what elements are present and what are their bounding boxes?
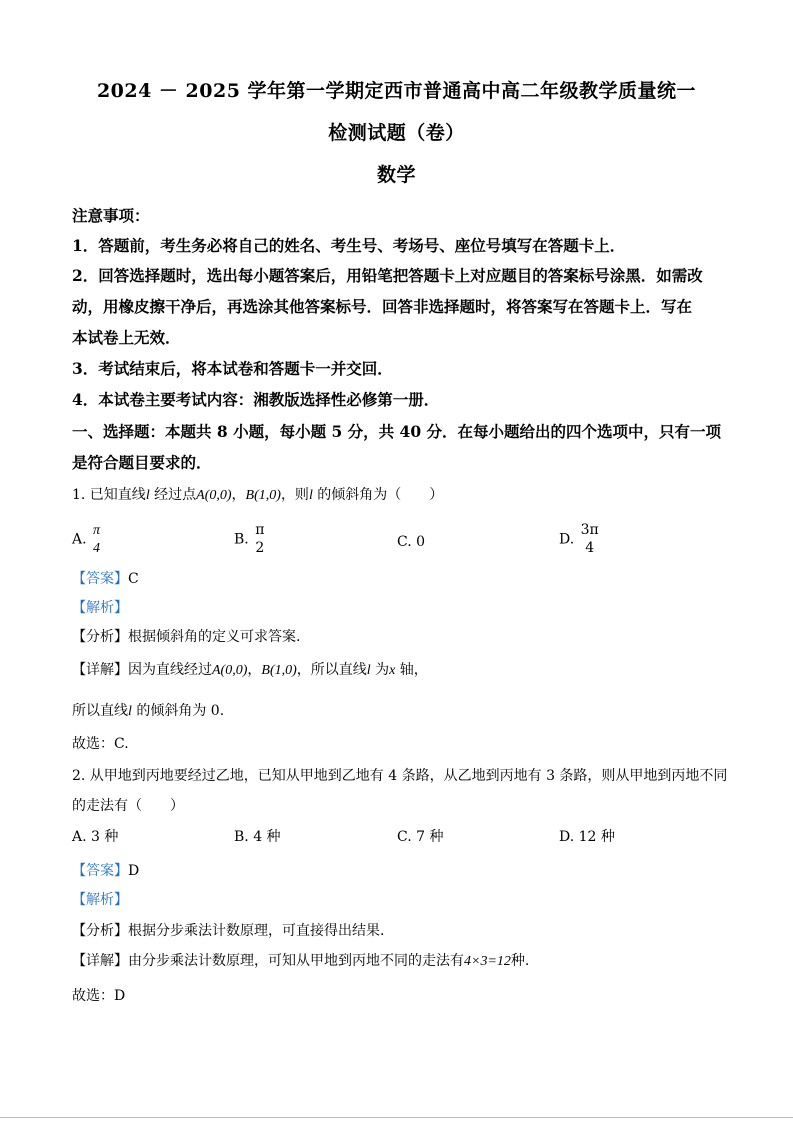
section1-heading-line1: 一、选择题：本题共 8 小题，每小题 5 分，共 40 分．在每小题给出的四个选项中，只有一项 xyxy=(72,422,722,441)
q1-stem-mid: 经过点 xyxy=(149,487,197,503)
q2-option-c: C. 7 种 xyxy=(397,829,444,845)
q1-option-b-numerator: π xyxy=(255,522,265,538)
q1-conclusion-text1: 所以直线 xyxy=(72,703,128,719)
q1-xiangjie-point-a: A(0,0) xyxy=(212,663,248,678)
q1-option-d-label: D. xyxy=(559,531,575,548)
q1-xiangjie-text1: 因为直线经过 xyxy=(128,662,212,678)
note-2-line1: 2．回答选择题时，选出每小题答案后，用铅笔把答题卡上对应题目的答案标号涂黑．如需改 xyxy=(72,266,703,285)
q1-answer xyxy=(72,568,721,588)
q2-option-a: A. 3 种 xyxy=(72,829,119,845)
q1-option-a-denominator: 4 xyxy=(93,540,101,556)
q1-xiangjie-x: x xyxy=(389,663,396,678)
q1-xiangjie-comma: ， xyxy=(247,662,262,678)
q2-fenxi-tag: 【分析】 xyxy=(72,923,128,939)
q1-option-a-fraction xyxy=(91,522,102,557)
q1-xiangjie-tag: 【详解】 xyxy=(72,662,128,678)
q2-answer-tag: 【答案】 xyxy=(72,863,128,879)
q2-stem-line2: 的走法有（ ） xyxy=(72,798,184,814)
q1-option-d-denominator: 4 xyxy=(585,539,595,556)
q1-option-d-fraction xyxy=(579,522,601,557)
page-bottom-rule xyxy=(0,1117,793,1118)
q1-stem-comma: ， xyxy=(231,487,246,503)
note-2-line2: 动，用橡皮擦干净后，再选涂其他答案标号．回答非选择题时，将答案写在答题卡上．写在 xyxy=(72,297,693,316)
q2-xiangjie-text2: 种. xyxy=(510,953,530,969)
q1-stem-end2: 的倾斜角为（ ） xyxy=(312,487,444,503)
q1-choose: 故选：C. xyxy=(72,736,129,752)
q1-option-b-fraction xyxy=(253,522,266,557)
q2-xiangjie-expression: 4×3=12 xyxy=(464,954,511,969)
q1-fenxi-text: 根据倾斜角的定义可求答案. xyxy=(128,629,301,645)
q1-option-a-label: A. xyxy=(72,531,87,548)
q2-choose: 故选：D xyxy=(72,988,126,1004)
q1-line-l-2: l xyxy=(308,488,313,503)
q2-option-b: B. 4 种 xyxy=(234,829,281,845)
q1-option-a-numerator: π xyxy=(93,523,101,538)
q2-xiangjie-text1: 由分步乘法计数原理，可知从甲地到丙地不同的走法有 xyxy=(128,953,464,969)
q1-xiangjie xyxy=(72,659,721,679)
q1-option-b-denominator: 2 xyxy=(255,539,265,556)
section1-heading-line2: 是符合题目要求的． xyxy=(72,453,212,472)
q1-stem xyxy=(72,484,721,504)
q1-option-d xyxy=(559,522,601,557)
q1-conclusion xyxy=(72,700,721,720)
note-4: 4．本试卷主要考试内容：湘教版选择性必修第一册． xyxy=(72,390,440,409)
q1-xiangjie-point-b: B(1,0) xyxy=(261,663,297,678)
note-3: 3．考试结束后，将本试卷和答题卡一并交回． xyxy=(72,359,393,378)
q1-stem-num: 1. 已知直线 xyxy=(72,487,146,503)
exam-title-line1: 2024 － 2025 学年第一学期定西市普通高中高二年级教学质量统一 xyxy=(96,80,697,102)
q2-option-d: D. 12 种 xyxy=(559,829,615,845)
q1-xiangjie-text2: ，所以直线 xyxy=(296,662,367,678)
q2-xiangjie xyxy=(72,950,721,970)
exam-title-line2: 检测试题（卷） xyxy=(328,122,465,144)
q1-answer-tag: 【答案】 xyxy=(72,571,128,587)
q1-option-b xyxy=(234,522,266,557)
q1-analysis-tag: 【解析】 xyxy=(72,600,128,616)
q1-option-b-label: B. xyxy=(234,531,249,548)
q1-option-a xyxy=(72,522,102,557)
q1-line-l: l xyxy=(145,488,150,503)
q2-stem-line1: 2. 从甲地到丙地要经过乙地，已知从甲地到乙地有 4 条路，从乙地到丙地有 3 条路，则从甲地到丙地不同 xyxy=(72,768,728,784)
q1-fenxi xyxy=(72,626,721,646)
q2-analysis-tag: 【解析】 xyxy=(72,892,128,908)
q2-xiangjie-tag: 【详解】 xyxy=(72,953,128,969)
q1-conclusion-line-l: l xyxy=(128,704,132,719)
q1-point-a: A(0,0) xyxy=(196,488,232,503)
notes-heading: 注意事项： xyxy=(72,206,150,225)
q2-fenxi xyxy=(72,920,721,940)
q2-answer xyxy=(72,860,721,880)
q1-answer-value: C xyxy=(128,571,139,587)
q1-xiangjie-line-l: l xyxy=(366,663,371,678)
q1-stem-end: ，则 xyxy=(280,487,309,503)
q1-conclusion-text2: 的倾斜角为 0. xyxy=(131,703,225,719)
q2-answer-value: D xyxy=(128,863,140,879)
note-1: 1．答题前，考生务必将自己的姓名、考生号、考场号、座位号填写在答题卡上． xyxy=(72,236,626,255)
q2-fenxi-text: 根据分步乘法计数原理，可直接得出结果. xyxy=(128,923,385,939)
q1-xiangjie-text3: 为 xyxy=(370,662,390,678)
q1-option-c: C. 0 xyxy=(397,534,426,550)
q1-fenxi-tag: 【分析】 xyxy=(72,629,128,645)
q1-point-b: B(1,0) xyxy=(245,488,281,503)
note-2-line3: 本试卷上无效． xyxy=(72,328,181,347)
exam-subject: 数学 xyxy=(376,164,416,186)
q1-option-d-numerator: 3π xyxy=(580,522,599,538)
q1-xiangjie-text4: 轴， xyxy=(395,662,428,678)
